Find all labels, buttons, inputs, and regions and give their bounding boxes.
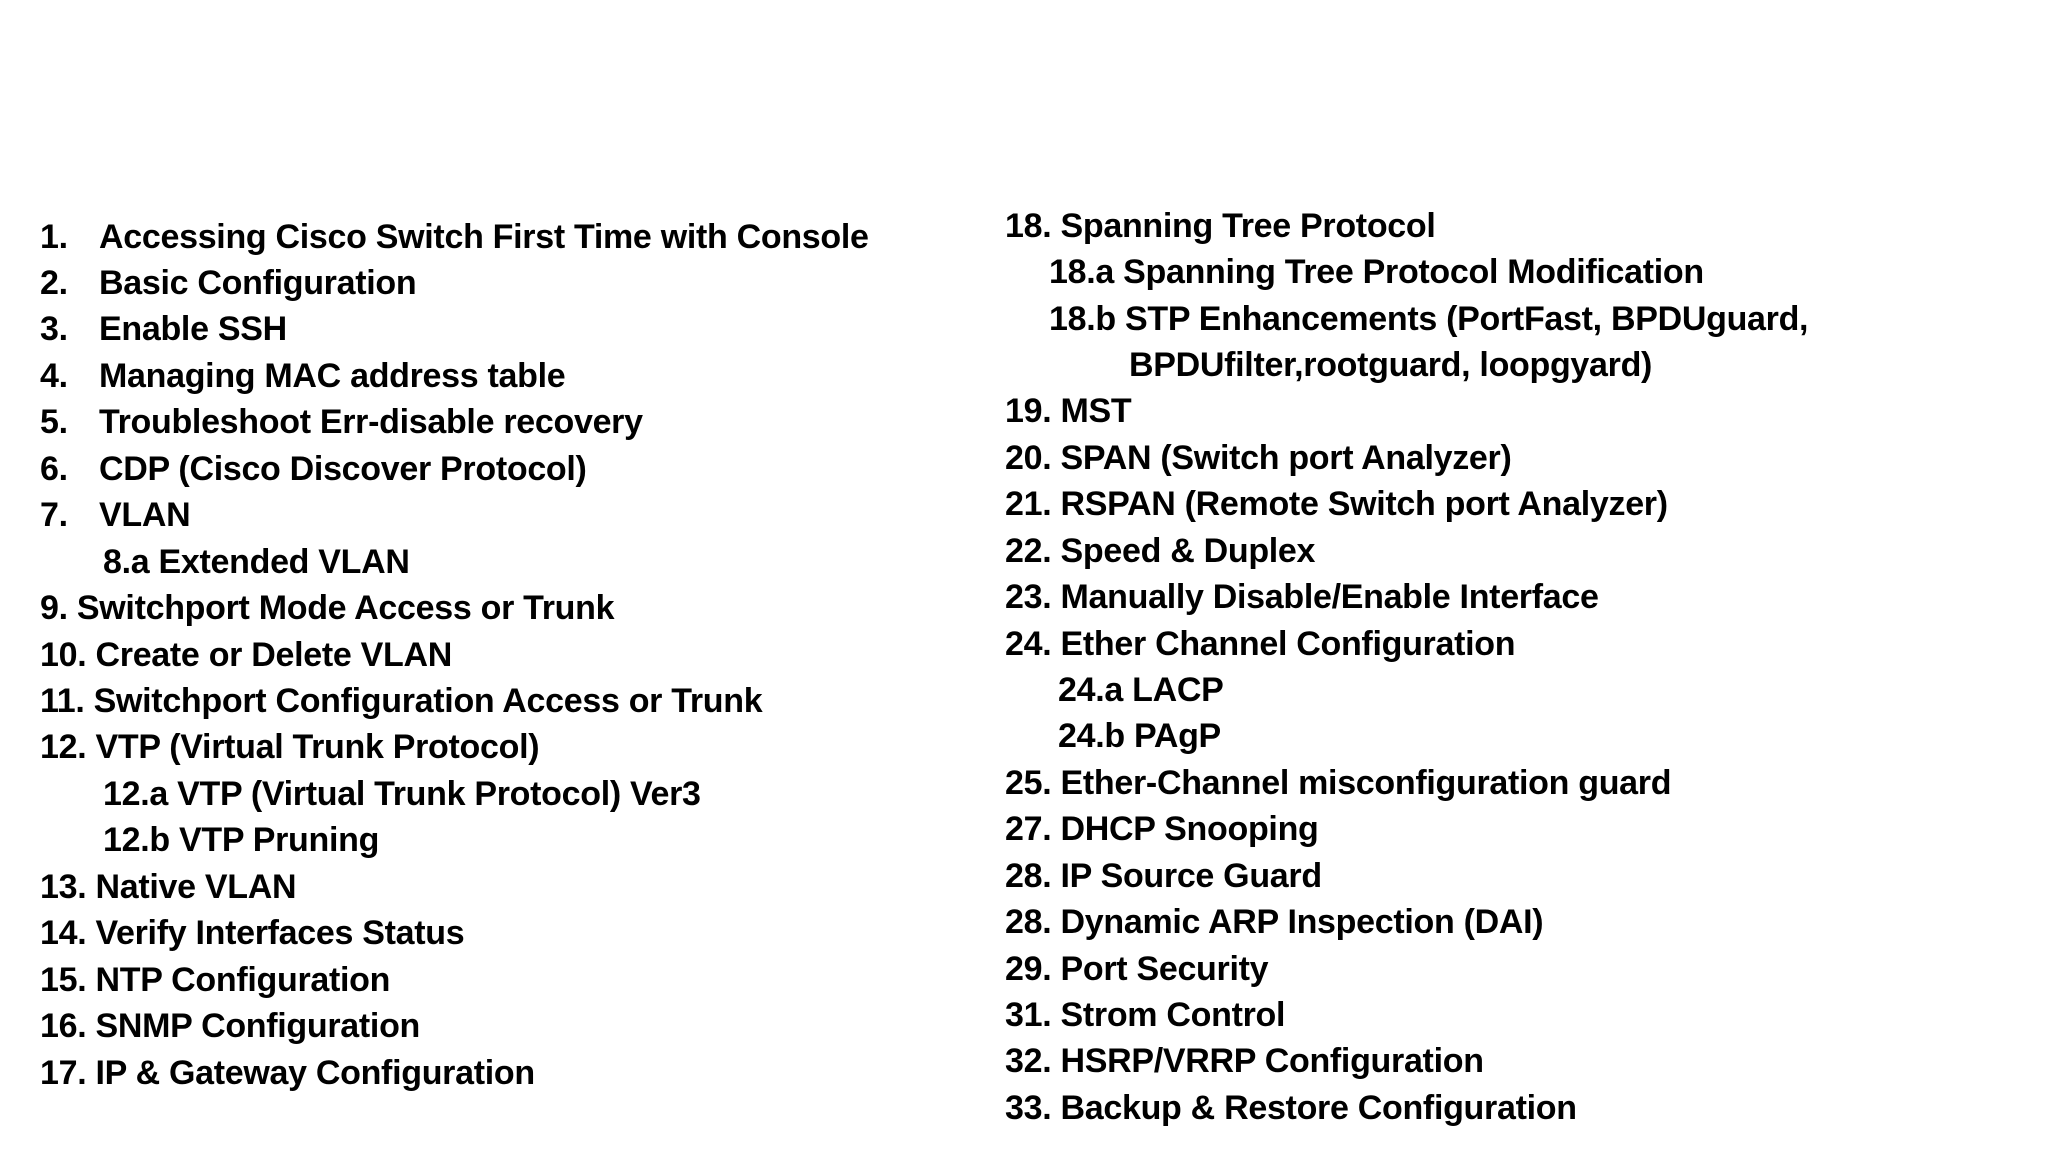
list-item: 29. Port Security [1005,950,1269,988]
item-text: Basic Configuration [99,264,417,302]
item-text: 11. Switchport Configuration Access or Trunk [40,682,763,720]
list-item: 33. Backup & Restore Configuration [1005,1089,1577,1127]
item-text: 12.b VTP Pruning [103,821,380,859]
list-item: 21. RSPAN (Remote Switch port Analyzer) [1005,485,1668,523]
item-text: VLAN [99,496,191,534]
item-text: Managing MAC address table [99,357,566,395]
list-item: 24.b PAgP [1058,717,1221,755]
item-text: 16. SNMP Configuration [40,1007,421,1045]
list-item: BPDUfilter,rootguard, loopgyard) [1129,346,1653,384]
item-text: Enable SSH [99,310,287,348]
list-item: 25. Ether-Channel misconfiguration guard [1005,764,1672,802]
item-text: 12.a VTP (Virtual Trunk Protocol) Ver3 [103,775,701,813]
item-text: 8.a Extended VLAN [103,543,410,581]
list-item [40,910,464,956]
item-number: 7. [40,496,68,534]
list-item: 24. Ether Channel Configuration [1005,625,1516,663]
list-item: 24.a LACP [1058,671,1224,709]
list-item: 18.a Spanning Tree Protocol Modification [1049,253,1704,291]
list-item [40,1003,420,1049]
item-number: 1. [40,218,68,256]
list-item [40,632,452,678]
item-number: 5. [40,403,68,441]
item-text: 12. VTP (Virtual Trunk Protocol) [40,728,540,766]
list-item [103,539,410,585]
item-text: 9. Switchport Mode Access or Trunk [40,589,615,627]
list-item: 28. IP Source Guard [1005,857,1322,895]
list-item [103,771,701,817]
item-text: Accessing Cisco Switch First Time with Console [99,218,869,256]
list-item [103,817,379,863]
list-item: 31. Strom Control [1005,996,1286,1034]
list-item [40,864,296,910]
list-item [40,585,614,631]
list-item [40,678,762,724]
item-text: Troubleshoot Err-disable recovery [99,403,643,441]
item-number: 4. [40,357,68,395]
item-text: 10. Create or Delete VLAN [40,636,452,674]
list-item: 28. Dynamic ARP Inspection (DAI) [1005,903,1544,941]
item-number: 6. [40,450,68,488]
item-text: 17. IP & Gateway Configuration [40,1054,535,1092]
list-item: 32. HSRP/VRRP Configuration [1005,1042,1484,1080]
list-item [40,724,539,770]
list-item: 18. Spanning Tree Protocol [1005,207,1436,245]
list-item: 19. MST [1005,392,1132,430]
list-item: 23. Manually Disable/Enable Interface [1005,578,1599,616]
list-item: 27. DHCP Snooping [1005,810,1319,848]
list-item: 18.b STP Enhancements (PortFast, BPDUguard, [1049,300,1809,338]
list-item [40,957,390,1003]
item-text: CDP (Cisco Discover Protocol) [99,450,587,488]
item-number: 2. [40,264,68,302]
list-item [40,1050,535,1096]
list-item: 20. SPAN (Switch port Analyzer) [1005,439,1512,477]
item-number: 3. [40,310,68,348]
item-text: 14. Verify Interfaces Status [40,914,465,952]
list-item: 22. Speed & Duplex [1005,532,1316,570]
item-text: 15. NTP Configuration [40,961,391,999]
item-text: 13. Native VLAN [40,868,297,906]
